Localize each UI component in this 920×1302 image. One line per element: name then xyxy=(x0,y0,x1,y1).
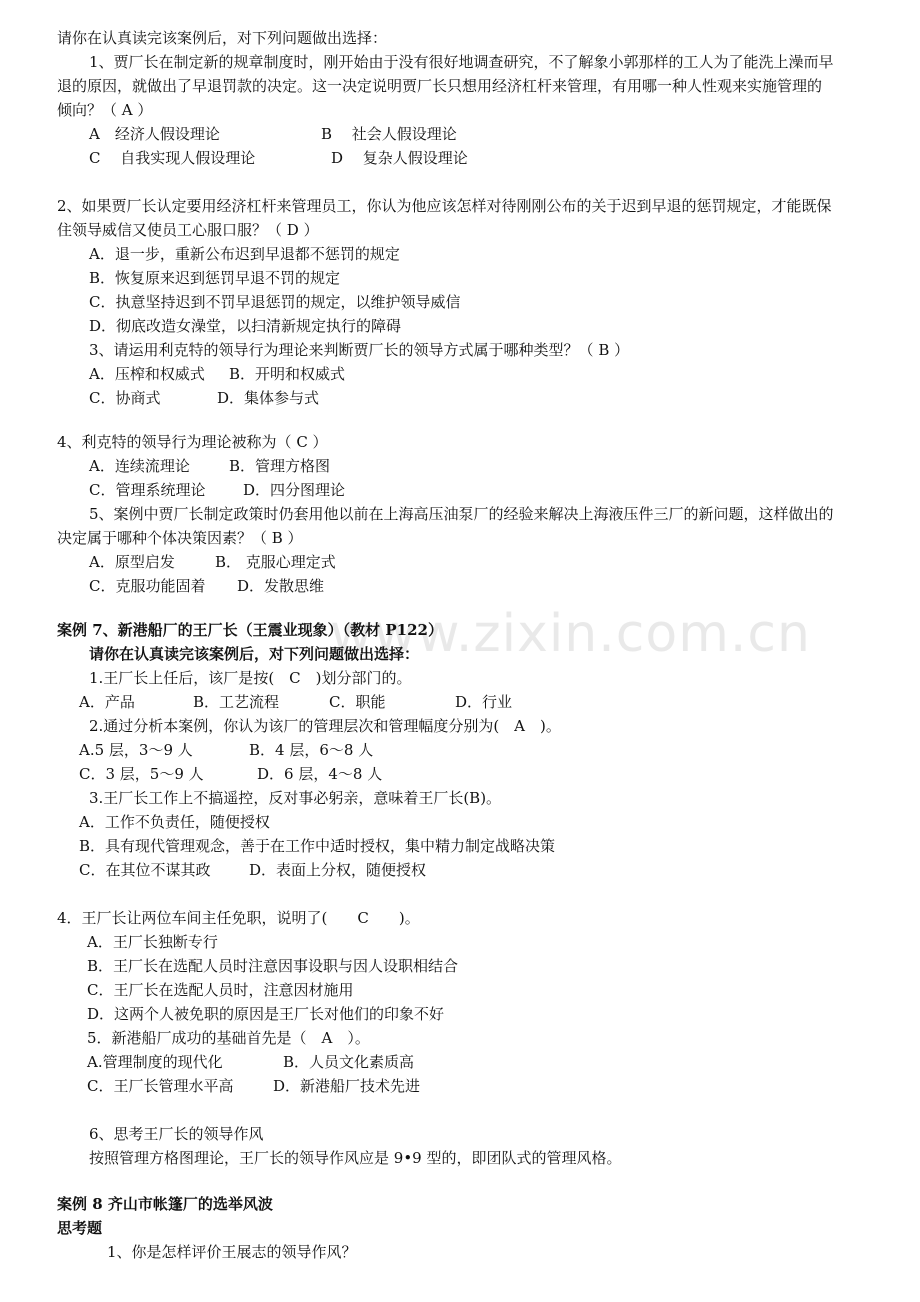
s2-q5-option-a: A.管理制度的现代化 xyxy=(87,1053,223,1071)
s1-q1-option-d: D 复杂人假设理论 xyxy=(331,149,468,167)
s2-q1-option-b: B．工艺流程 xyxy=(193,693,280,711)
s2-q6: 6、思考王厂长的领导作风 xyxy=(89,1125,264,1143)
case7-heading: 案例 7、新港船厂的王厂长（王震业现象）（教材 P122） xyxy=(57,621,443,639)
s2-q5: 5．新港船厂成功的基础首先是（ A ）。 xyxy=(87,1029,370,1047)
s1-q4: 4、利克特的领导行为理论被称为（ C ） xyxy=(57,433,328,451)
s2-q5-option-c: C．王厂长管理水平高 xyxy=(87,1077,234,1095)
s1-q1-line3: 倾向？（ A ） xyxy=(57,101,153,119)
s2-q1-option-a: A．产品 xyxy=(79,693,135,711)
s1-q5-option-d: D．发散思维 xyxy=(237,577,325,595)
s1-q5-option-c: C．克服功能固着 xyxy=(89,577,206,595)
s2-q2: 2.通过分析本案例，你认为该厂的管理层次和管理幅度分别为( A )。 xyxy=(89,717,561,735)
s2-q3-option-d: D．表面上分权，随便授权 xyxy=(249,861,427,879)
s1-q5-option-b: B． 克服心理定式 xyxy=(215,553,336,571)
s2-q4-option-c: C．王厂长在选配人员时，注意因材施用 xyxy=(87,981,354,999)
s2-q1-options xyxy=(79,690,512,714)
s1-q1-options-ab xyxy=(89,122,457,146)
s1-q1-option-b: B 社会人假设理论 xyxy=(321,125,457,143)
s1-q5-line2: 决定属于哪种个体决策因素？（ B ） xyxy=(57,529,303,547)
s1-q3-option-a: A．压榨和权威式 xyxy=(89,365,205,383)
s2-q2-option-b: B．4 层，6～8 人 xyxy=(249,741,374,759)
section1-intro: 请你在认真读完该案例后，对下列问题做出选择： xyxy=(57,29,388,47)
s3-q1: 1、你是怎样评价王展志的领导作风？ xyxy=(107,1243,357,1261)
s1-q1-option-c: C 自我实现人假设理论 xyxy=(89,149,256,167)
s1-q4-option-c: C．管理系统理论 xyxy=(89,481,206,499)
s2-q6-answer: 按照管理方格图理论，王厂长的领导作风应是 9•9 型的，即团队式的管理风格。 xyxy=(89,1149,622,1167)
s2-q4-option-a: A．王厂长独断专行 xyxy=(87,933,218,951)
s1-q4-options-ab xyxy=(89,454,330,478)
case8-heading: 案例 8 齐山市帐篷厂的选举风波 xyxy=(57,1195,273,1213)
s1-q1-options-cd xyxy=(89,146,468,170)
s1-q2-option-c: C．执意坚持迟到不罚早退惩罚的规定，以维护领导威信 xyxy=(89,293,461,311)
s1-q5-line1: 5、案例中贾厂长制定政策时仍套用他以前在上海高压油泵厂的经验来解决上海液压件三厂的新问题，这样做出的 xyxy=(89,505,834,523)
s1-q3-option-d: D．集体参与式 xyxy=(217,389,320,407)
s1-q2-line1: 2、如果贾厂长认定要用经济杠杆来管理员工，你认为他应该怎样对待刚刚公布的关于迟到早退的惩罚规定，才能既保 xyxy=(57,197,832,215)
s1-q4-option-d: D．四分图理论 xyxy=(243,481,346,499)
s1-q2-option-a: A．退一步，重新公布迟到早退都不惩罚的规定 xyxy=(89,245,400,263)
s1-q4-option-a: A．连续流理论 xyxy=(89,457,190,475)
s2-q3-option-b: B．具有现代管理观念，善于在工作中适时授权，集中精力制定战略决策 xyxy=(79,837,556,855)
s1-q2-option-b: B．恢复原来迟到惩罚早退不罚的规定 xyxy=(89,269,341,287)
s2-q2-option-c: C．3 层，5～9 人 xyxy=(79,765,204,783)
s2-q5-options-ab xyxy=(87,1050,414,1074)
s2-q3-option-a: A．工作不负责任，随便授权 xyxy=(79,813,270,831)
s2-q3-options-cd xyxy=(79,858,426,882)
s1-q3-options-cd xyxy=(89,386,319,410)
s1-q3: 3、请运用利克特的领导行为理论来判断贾厂长的领导方式属于哪种类型？（ B ） xyxy=(89,341,630,359)
case8-subheading: 思考题 xyxy=(57,1219,103,1237)
s2-q2-option-d: D．6 层，4～8 人 xyxy=(257,765,383,783)
watermark: www.zixin.com.cn xyxy=(330,604,811,664)
s1-q2-option-d: D．彻底改造女澡堂，以扫清新规定执行的障碍 xyxy=(89,317,402,335)
s2-q3: 3.王厂长工作上不搞遥控，反对事必躬亲，意味着王厂长(B)。 xyxy=(89,789,502,807)
case7-intro: 请你在认真读完该案例后，对下列问题做出选择： xyxy=(89,645,420,663)
s2-q2-options-ab xyxy=(79,738,373,762)
s1-q4-option-b: B．管理方格图 xyxy=(229,457,331,475)
s1-q5-option-a: A．原型启发 xyxy=(89,553,175,571)
s2-q5-options-cd xyxy=(87,1074,420,1098)
s1-q5-options-cd xyxy=(89,574,324,598)
s2-q1: 1.王厂长上任后，该厂是按( C )划分部门的。 xyxy=(89,669,412,687)
s1-q2-line2: 住领导威信又使员工心服口服？（ D ） xyxy=(57,221,319,239)
s1-q1-option-a: A 经济人假设理论 xyxy=(89,125,220,143)
s2-q3-option-c: C．在其位不谋其政 xyxy=(79,861,211,879)
s2-q5-option-b: B．人员文化素质高 xyxy=(283,1053,415,1071)
s2-q1-option-d: D．行业 xyxy=(455,693,513,711)
s1-q4-options-cd xyxy=(89,478,345,502)
s2-q4-option-d: D．这两个人被免职的原因是王厂长对他们的印象不好 xyxy=(87,1005,445,1023)
s2-q2-option-a: A.5 层，3～9 人 xyxy=(79,741,193,759)
s2-q5-option-d: D．新港船厂技术先进 xyxy=(273,1077,421,1095)
s1-q1-line2: 退的原因，就做出了早退罚款的决定。这一决定说明贾厂长只想用经济杠杆来管理，有用哪一种人性观来实施管理的 xyxy=(57,77,823,95)
s1-q1-line1: 1、贾厂长在制定新的规章制度时，刚开始由于没有很好地调查研究，不了解象小郭那样的工人为了能洗上澡而早 xyxy=(89,53,834,71)
s2-q4: 4．王厂长让两位车间主任免职，说明了( C )。 xyxy=(57,909,420,927)
s1-q3-option-b: B．开明和权威式 xyxy=(229,365,346,383)
s1-q3-option-c: C．协商式 xyxy=(89,389,161,407)
s2-q2-options-cd xyxy=(79,762,382,786)
s1-q3-options-ab xyxy=(89,362,345,386)
s2-q1-option-c: C．职能 xyxy=(329,693,386,711)
s1-q5-options-ab xyxy=(89,550,336,574)
s2-q4-option-b: B．王厂长在选配人员时注意因事设职与因人设职相结合 xyxy=(87,957,459,975)
